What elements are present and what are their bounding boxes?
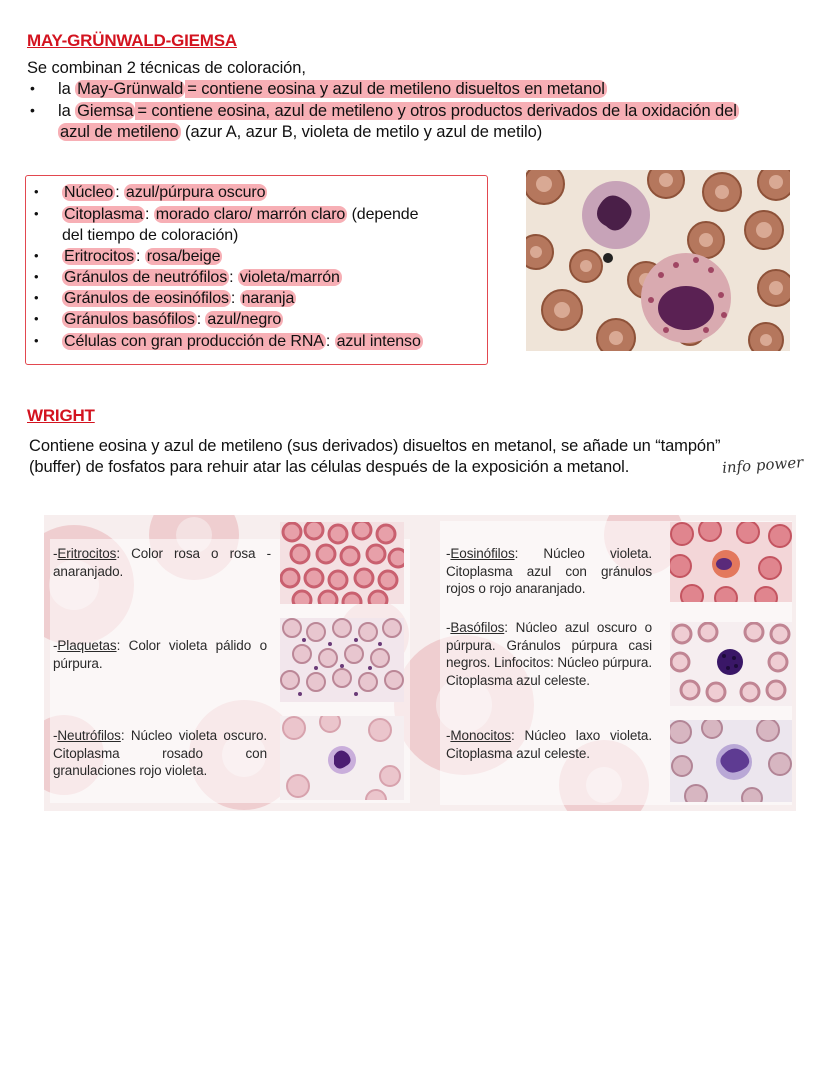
image-eritrocitos [280,522,404,604]
box-item-citoplasma-line2: del tiempo de coloración) [62,227,239,244]
bullet-dot: • [30,102,35,118]
image-plaquetas [280,618,404,702]
bullet-giemsa-continuation: azul de metileno (azur A, azur B, violeta de metilo y azul de metilo) [60,123,543,141]
image-eosinofilos [670,522,792,602]
box-item-celulas-rna: Células con gran producción de RNA : azul intenso [64,333,421,350]
box-item-eritrocitos: Eritrocitos : rosa/beige [64,248,221,265]
box-item-granulos-neutrofilos: Gránulos de neutrófilos : violeta/marrón [64,269,340,286]
box-item-granulos-basofilos: Gránulos basófilos : azul/negro [64,311,282,328]
bullet-may-grunwald: la May-Grünwald = contiene eosina y azul de metileno disueltos en metanol [58,80,605,98]
box-item-citoplasma: Citoplasma : morado claro/ marrón claro (depende [64,206,419,223]
bullet-dot: • [30,80,35,96]
handwritten-note: info power [721,453,804,477]
wright-description-line2: (buffer) de fosfatos para rehuir atar las células después de la exposición a metanol. [29,458,630,476]
bullet-giemsa: la Giemsa = contiene eosina, azul de metileno y otros productos derivados de la oxidación del [58,102,737,120]
cell-desc-monocitos: -Monocitos: Núcleo laxo violeta. Citoplasma azul celeste. [446,728,652,761]
wright-description-line1: Contiene eosina y azul de metileno (sus derivados) disueltos en metanol, se añade un “tampón” [29,437,721,455]
image-neutrofilos [280,716,404,800]
section-title-may-grunwald-giemsa: MAY-GRÜNWALD-GIEMSA [27,31,237,50]
wright-cell-types-card [44,515,796,811]
highlight-giemsa: Giemsa [77,102,134,120]
highlight-may-grunwald: May-Grünwald [77,80,184,98]
microscopy-photo-may-grunwald [526,170,790,351]
box-item-nucleo: Núcleo : azul/púrpura oscuro [64,184,266,201]
cell-desc-eosinofilos: -Eosinófilos: Núcleo violeta. Citoplasma azul con gránulos rojos o rojo anaranjado. [446,546,652,596]
cell-desc-neutrofilos: -Neutrófilos: Núcleo violeta oscuro. Citoplasma rosado con granulaciones rojo violeta. [53,728,267,778]
image-basofilos [670,622,792,706]
section-title-wright: WRIGHT [27,406,95,425]
box-item-granulos-eosinofilos: Gránulos de eosinófilos : naranja [64,290,295,307]
cell-desc-plaquetas: -Plaquetas: Color violeta pálido o púrpura. [53,638,267,671]
cell-desc-basofilos: -Basófilos: Núcleo azul oscuro o púrpura. Gránulos púrpura casi negros. Linfocitos: Núcleo púrpura. Citoplasma azul celeste. [446,620,652,688]
staining-colors-box: • Núcleo : azul/púrpura oscuro • Citoplasma : morado claro/ marrón claro (depende del tiempo de coloración) • Eritrocitos : rosa/beige • Gránulos de neutrófilos : violeta/marrón • Gránulos de eosinófilos : naranja • Gránulos basófilos : azul/negro • Células con gran producción de RNA : azul intenso [25,175,488,365]
intro-text: Se combinan 2 técnicas de coloración, [27,59,306,77]
cell-desc-eritrocitos: -Eritrocitos: Color rosa o rosa - anaranjado. [53,546,271,579]
image-monocitos [670,720,792,802]
